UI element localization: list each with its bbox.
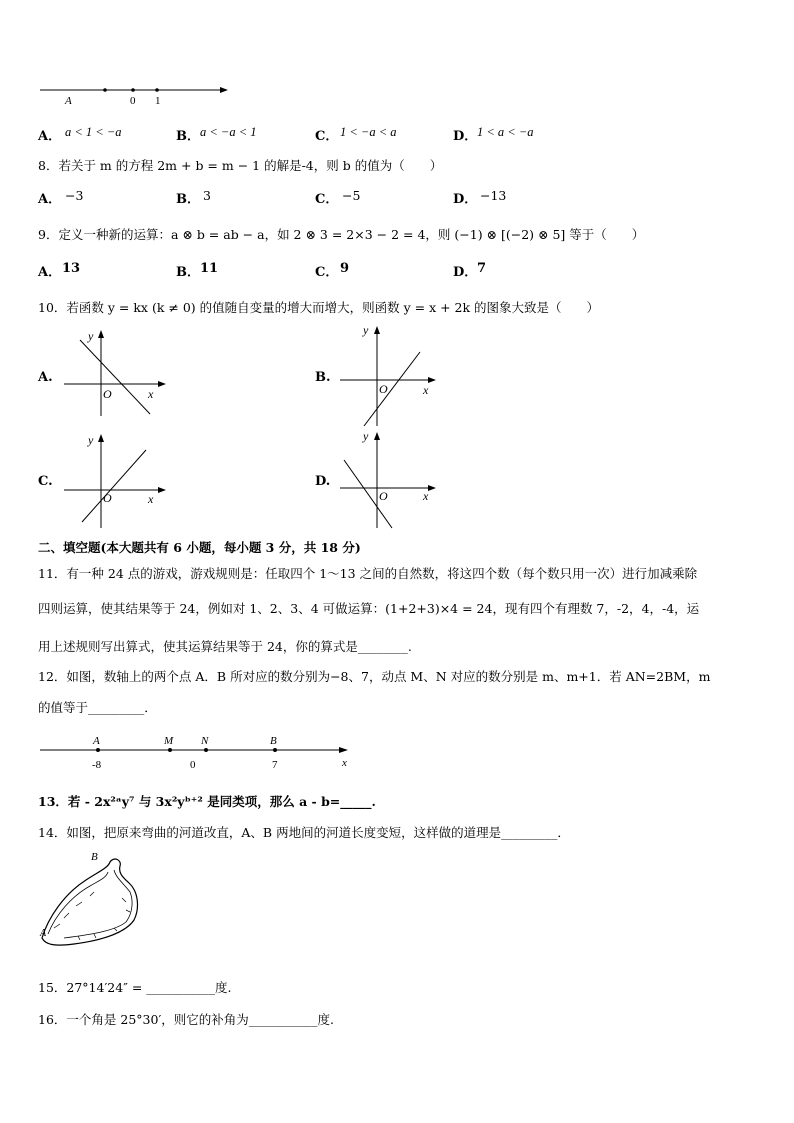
q8-option-a: A． (38, 192, 62, 207)
q8-question: 8．若关于 m 的方程 2m + b = m − 1 的解是-4，则 b 的值为（ ） (38, 158, 443, 173)
q8-option-a-text: −3 (65, 188, 84, 203)
q7-option-b-text: a < −a < 1 (200, 125, 257, 139)
q7-option-a: A． (38, 129, 62, 144)
q10-graph-d (336, 428, 446, 532)
svg-text:y: y (88, 329, 94, 343)
numberline-label-a: A (65, 95, 72, 107)
svg-text:x: x (148, 387, 154, 401)
q10-question: 10．若函数 y = kx (k ≠ 0) 的值随自变量的增大而增大，则函数 y = x + 2k 的图象大致是（ ） (38, 300, 600, 315)
q8-option-b-text: 3 (203, 188, 211, 203)
svg-text:x: x (423, 489, 429, 503)
q12-line-2: 的值等于_________． (38, 700, 157, 715)
svg-text:B: B (91, 851, 98, 863)
q7-option-d-text: 1 < a < −a (477, 125, 534, 139)
q12-number-line (36, 730, 366, 774)
q8-option-c: C． (315, 192, 339, 207)
q9-option-c-text: 9 (340, 261, 350, 276)
q10-graph-a-label: A. (38, 370, 53, 385)
q10-graph-b-label: B. (315, 370, 331, 385)
q10-graph-c-label: C. (38, 474, 53, 489)
q13-question: 13．若 - 2x²ᵃy⁷ 与 3x²yᵇ⁺² 是同类项，那么 a - b=_____. (38, 794, 376, 809)
q9-question: 9．定义一种新的运算：a ⊗ b = ab − a，如 2 ⊗ 3 = 2×3 − 2 = 4，则 (−1) ⊗ [(−2) ⊗ 5] 等于（ ） (38, 227, 645, 242)
q8-option-c-text: −5 (342, 188, 361, 203)
q8-option-b: B． (176, 192, 200, 207)
q14-river-figure (34, 848, 144, 960)
svg-text:0: 0 (190, 759, 196, 771)
q10-graph-a (60, 326, 170, 418)
svg-text:O: O (103, 387, 112, 401)
svg-text:y: y (363, 429, 369, 443)
svg-text:B: B (270, 735, 277, 747)
svg-text:A: A (93, 735, 100, 747)
svg-text:x: x (342, 757, 347, 769)
numberline-label-1: 1 (155, 95, 161, 107)
q9-option-a-text: 13 (62, 261, 81, 276)
q7-option-c: C． (315, 129, 339, 144)
q9-option-b-text: 11 (200, 261, 219, 276)
q9-option-d: D． (453, 265, 478, 280)
top-number-line (36, 80, 236, 110)
q9-option-c: C． (315, 265, 339, 280)
q10-graph-c (60, 430, 170, 530)
q14-question: 14．如图，把原来弯曲的河道改直，A、B 两地间的河道长度变短，这样做的道理是_________． (38, 825, 570, 840)
q11-line-2: 四则运算，使其结果等于 24，例如对 1、2、3、4 可做运算：(1+2+3)×4 = 24，现有四个有理数 7，-2，4，-4，运 (38, 601, 700, 616)
q7-option-b: B． (176, 129, 200, 144)
q8-option-d: D． (453, 192, 478, 207)
svg-text:y: y (88, 433, 94, 447)
svg-text:x: x (423, 383, 429, 397)
q10-graph-d-label: D. (315, 474, 331, 489)
svg-text:-8: -8 (92, 759, 102, 771)
q11-line-3: 用上述规则写出算式，使其运算结果等于 24，你的算式是________. (38, 639, 412, 654)
q7-option-a-text: a < 1 < −a (65, 125, 122, 139)
svg-text:A: A (40, 928, 47, 939)
q8-option-d-text: −13 (480, 188, 507, 203)
svg-text:O: O (379, 489, 388, 503)
svg-text:N: N (201, 735, 209, 747)
q11-line-1: 11．有一种 24 点的游戏，游戏规则是：任取四个 1～13 之间的自然数，将这四个数（每个数只用一次）进行加减乘除 (38, 566, 698, 581)
q7-option-c-text: 1 < −a < a (340, 125, 397, 139)
numberline-label-0: 0 (130, 95, 136, 107)
q9-option-b: B． (176, 265, 200, 280)
q15-question: 15．27°14′24″ = ___________度. (38, 980, 232, 995)
q10-graph-b (336, 322, 446, 430)
svg-text:O: O (379, 382, 388, 396)
q12-line-1: 12．如图，数轴上的两个点 A．B 所对应的数分别为−8、7，动点 M、N 对应的数分别是 m、m+1．若 AN=2BM，m (38, 669, 711, 684)
svg-text:x: x (148, 492, 154, 506)
svg-text:y: y (363, 323, 369, 337)
q9-option-d-text: 7 (477, 261, 487, 276)
svg-text:7: 7 (272, 759, 278, 771)
q9-option-a: A． (38, 265, 62, 280)
section-2-title: 二、填空题(本大题共有 6 小题，每小题 3 分，共 18 分) (38, 540, 361, 555)
svg-text:M: M (164, 735, 174, 747)
svg-text:O: O (103, 491, 112, 505)
q7-option-d: D． (453, 129, 478, 144)
q16-question: 16．一个角是 25°30′，则它的补角为___________度. (38, 1012, 335, 1027)
